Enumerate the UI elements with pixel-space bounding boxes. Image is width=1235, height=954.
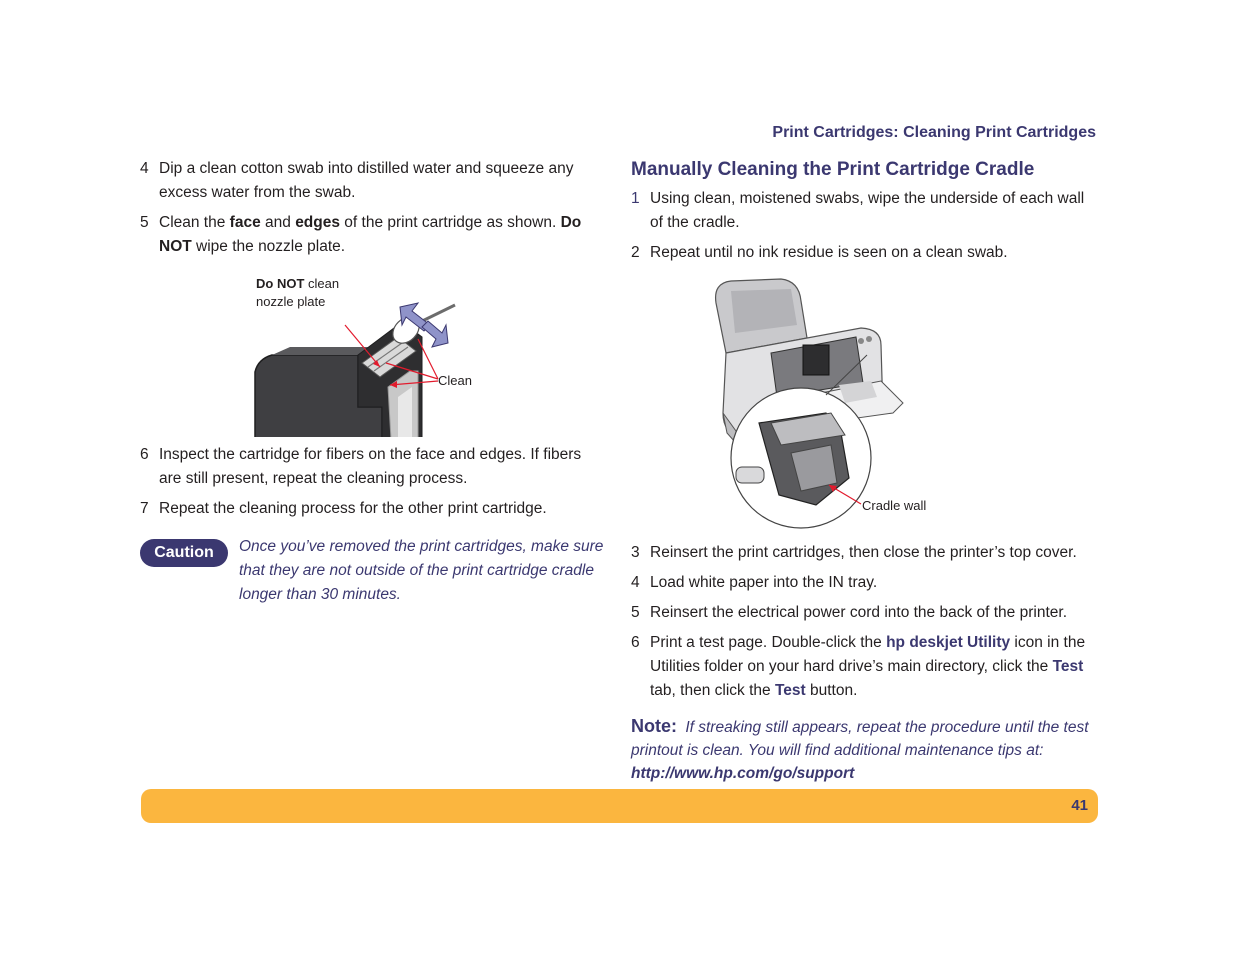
step-text-part: button. [805,682,858,699]
note-block [631,715,1101,785]
support-url: http://www.hp.com/go/support [631,765,855,782]
caution-block [140,535,605,615]
footer-bar [141,789,1098,823]
step-text: Using clean, moistened swabs, wipe the underside of each wall of the cradle. [650,190,1085,231]
step-4-load-paper [631,571,1101,595]
caution-badge: Caution [140,539,228,567]
step-6-inspect [140,443,605,491]
step-number: 5 [631,604,640,621]
step-number: 6 [631,634,640,651]
step-text-part: Clean the [159,214,230,231]
term-do-not: Do NOT [159,214,582,255]
term-edges: edges [295,214,340,231]
step-number: 1 [631,190,640,207]
step-number: 7 [140,500,149,517]
printer-button [858,338,864,344]
step-5-reinsert-power [631,601,1101,625]
step-text: Inspect the cartridge for fibers on the face and edges. If fibers are still present, repeat the cleaning process. [159,446,582,487]
cartridge-top [272,347,368,355]
label-do-not-clean [256,275,339,293]
ui-term-hp-deskjet-utility: hp deskjet Utility [886,634,1011,651]
printer-illustration [631,273,1101,535]
ui-term-test-button: Test [774,682,806,699]
step-number: 6 [140,446,149,463]
step-text: Reinsert the electrical power cord into the back of the printer. [650,604,1067,621]
note-label: Note: [631,716,677,736]
running-header: Print Cartridges: Cleaning Print Cartridges [772,124,1096,141]
label-nozzle-plate: nozzle plate [256,294,326,309]
step-text-part: wipe the nozzle plate. [191,238,346,255]
printer-carriage [803,345,829,375]
label-clean: Clean [438,373,472,388]
page-number: 41 [1071,797,1088,814]
cradle-rod [736,467,764,483]
step-text-part: Print a test page. Double-click the [650,634,887,651]
step-number: 4 [140,160,149,177]
step-text: Dip a clean cotton swab into distilled water and squeeze any excess water from the swab. [159,160,574,201]
step-6-print-test [631,631,1101,703]
step-text: Load white paper into the IN tray. [650,574,878,591]
cartridge-cleaning-figure [140,267,605,437]
step-1-wipe-cradle [631,187,1101,235]
step-text: Repeat until no ink residue is seen on a clean swab. [650,244,1008,261]
right-column [631,157,1101,785]
step-5-clean-face [140,211,605,259]
step-number: 4 [631,574,640,591]
term-face: face [229,214,261,231]
label-do-not-bold: Do NOT [256,276,305,291]
step-text-part: icon in the Utilities folder on your hard drive’s main directory, click the [650,634,1086,675]
printer-button [866,336,872,342]
step-text-part: and [260,214,296,231]
step-text: Reinsert the print cartridges, then close the printer’s top cover. [650,544,1077,561]
step-text-part: of the print cartridge as shown. [340,214,561,231]
printer-cradle-figure [631,273,1101,535]
step-number: 3 [631,544,640,561]
step-number: 5 [140,214,149,231]
swab-motion-arrow-down [422,321,448,347]
label-do-not-rest: clean [304,276,340,291]
caution-text: Once you’ve removed the print cartridges, make sure that they are not outside of the print cartridge cradle longer than 30 minutes. [239,538,604,603]
section-title: Manually Cleaning the Print Cartridge Cradle [631,159,1035,180]
left-column [140,157,605,615]
step-7-repeat [140,497,605,521]
step-number: 2 [631,244,640,261]
cartridge-illustration [140,267,605,437]
note-text: If streaking still appears, repeat the procedure until the test printout is clean. You will find additional maintenance tips at: [631,719,1089,759]
ui-term-test-tab: Test [1052,658,1084,675]
step-3-reinsert-cartridges [631,541,1101,565]
step-2-repeat-until-clean [631,241,1101,265]
step-text-part: tab, then click the [650,682,775,699]
step-text: Repeat the cleaning process for the other print cartridge. [159,500,547,517]
label-cradle-wall: Cradle wall [862,498,927,513]
step-4-dip-swab [140,157,605,205]
